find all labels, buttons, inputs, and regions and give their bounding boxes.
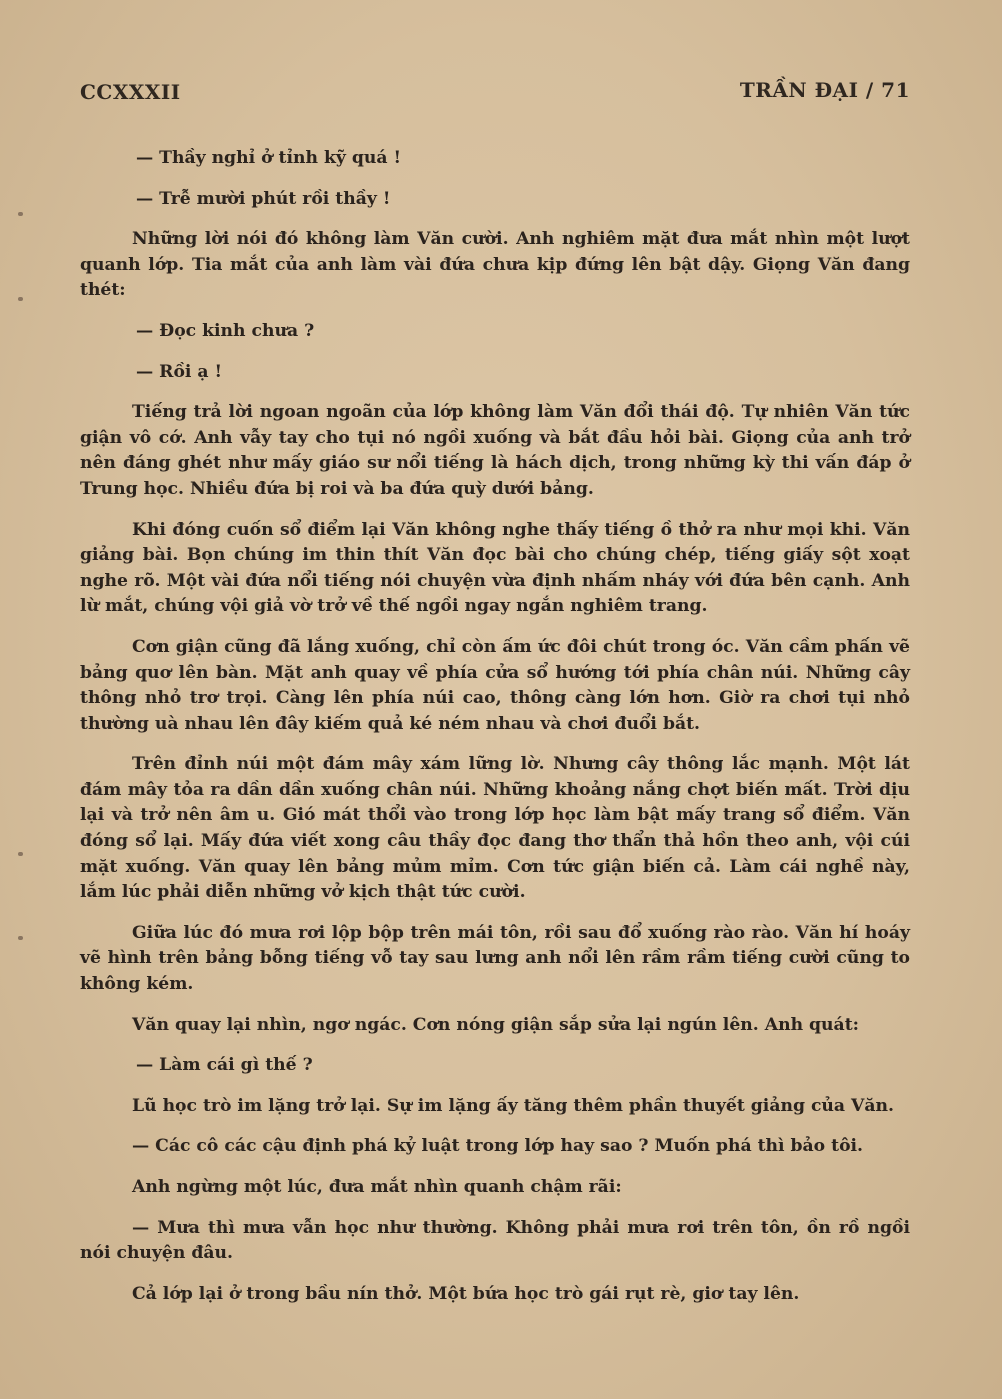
paragraph: Anh ngừng một lúc, đưa mắt nhìn quanh chậm rãi: — [132, 1177, 622, 1197]
paragraph: Khi đóng cuốn sổ điểm lại Văn không nghe thấy tiếng ồ thở ra như mọi khi. Văn giảng bài. Bọn chúng im thin thít Văn đọc bài cho chúng chép, tiếng giấy sột xoạt nghe rõ. Một vài đứa nổi tiếng nói chuyện vừa định nhấm nháy với đứa bên cạnh. Anh lừ mắt, chúng vội giả vờ trở về thế ngồi ngay ngắn nghiêm trang. — [80, 519, 910, 617]
paragraph: — Các cô các cậu định phá kỷ luật trong lớp hay sao ? Muốn phá thì bảo tôi. — [132, 1136, 864, 1157]
punch-hole-mark — [18, 212, 23, 216]
paragraph: Những lời nói đó không làm Văn cười. Anh nghiêm mặt đưa mắt nhìn một lượt quanh lớp. Tia mắt của anh làm vài đứa chưa kịp đứng lên bật dậy. Giọng Văn đang thét: — [80, 229, 910, 301]
paragraph: Trên đỉnh núi một đám mây xám lững lờ. Nhưng cây thông lắc mạnh. Một lát đám mây tỏa ra dần dần xuống chân núi. Những khoảng nắng chợt biến mất. Trời dịu lại và trở nên âm u. Gió mát thổi vào trong lớp học làm bật mấy trang sổ điểm. Văn đóng sổ lại. Mấy đứa viết xong câu thầy đọc đang thơ thẩn thả hồn theo anh, vội cúi mặt xuống. Văn quay lên bảng mủm mỉm. Cơn tức giận biến cả. Làm cái nghề này, lắm lúc phải diễn những vở kịch thật tức cười. — [80, 754, 910, 903]
punch-hole-mark — [18, 297, 23, 301]
dialogue-line: — Đọc kinh chưa ? — [136, 320, 315, 341]
dialogue-line: — Trễ mười phút rồi thầy ! — [136, 188, 391, 209]
dialogue-line: — Làm cái gì thế ? — [136, 1055, 313, 1076]
paragraph: Cơn giận cũng đã lắng xuống, chỉ còn ấm ức đôi chút trong óc. Văn cầm phấn vẽ bảng quơ lên bàn. Mặt anh quay về phía cửa sổ hướng tới phía chân núi. Những cây thông nhỏ trơ trọi. Càng lên phía núi cao, thông càng lớn hơn. Giờ ra chơi tụi nhỏ thường uà nhau lên đây kiếm quả ké ném nhau và chơi đuổi bắt. — [80, 636, 910, 734]
paragraph: — Mưa thì mưa vẫn học như thường. Không phải mưa rơi trên tôn, ồn rồ ngồi nói chuyện đâu. — [80, 1217, 910, 1264]
page-body — [80, 146, 910, 1322]
paragraph: Văn quay lại nhìn, ngơ ngác. Cơn nóng giận sắp sửa lại ngún lên. Anh quát: — [132, 1014, 859, 1035]
author-and-page-number: TRẦN ĐẠI / 71 — [739, 78, 910, 102]
punch-hole-mark — [18, 852, 23, 856]
paragraph: Tiếng trả lời ngoan ngoãn của lớp không làm Văn đổi thái độ. Tự nhiên Văn tức giận vô cớ. Anh vẫy tay cho tụi nó ngồi xuống và bắt đầu hỏi bài. Giọng của anh trở nên đáng ghét như mấy giáo sư nổi tiếng là hách dịch, trong những kỳ thi vấn đáp ở Trung học. Nhiều đứa bị roi và ba đứa quỳ dưới bảng. — [80, 402, 910, 499]
paragraph: Lũ học trò im lặng trở lại. Sự im lặng ấy tăng thêm phần thuyết giảng của Văn. — [132, 1095, 894, 1116]
dialogue-line: — Thầy nghỉ ở tỉnh kỹ quá ! — [136, 148, 402, 168]
dialogue-line: — Rồi ạ ! — [136, 361, 223, 382]
chapter-number: CCXXXII — [80, 80, 181, 104]
paragraph: Cả lớp lại ở trong bầu nín thở. Một bứa học trò gái rụt rè, giơ tay lên. — [132, 1283, 800, 1304]
paragraph: Giữa lúc đó mưa rơi lộp bộp trên mái tôn, rồi sau đổ xuống rào rào. Văn hí hoáy vẽ hình trên bảng bỗng tiếng vỗ tay sau lưng anh nổi lên rầm rầm tiếng cười cũng to không kém. — [80, 922, 910, 995]
punch-hole-mark — [18, 936, 23, 940]
